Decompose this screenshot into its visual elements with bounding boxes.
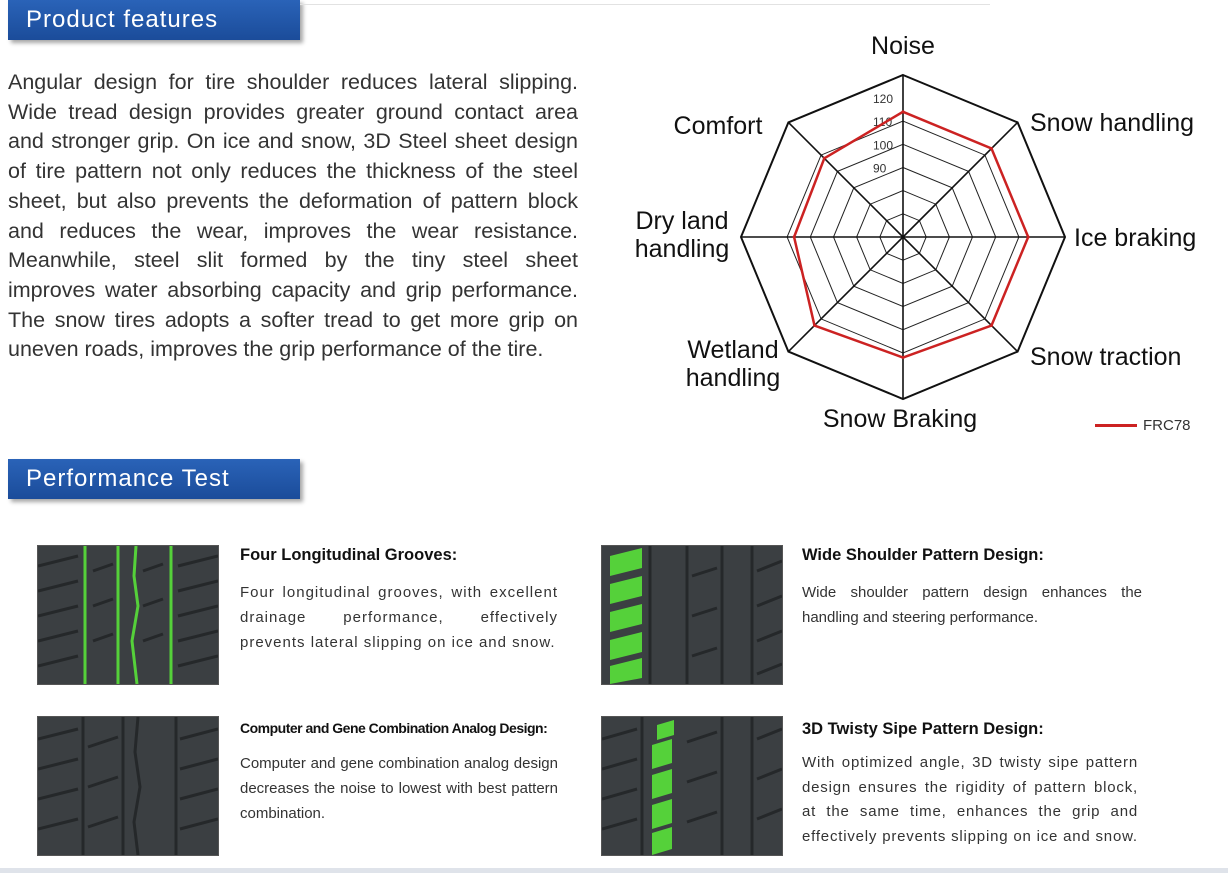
tread-pattern-shoulder-icon bbox=[602, 546, 782, 684]
card-description: Four longitudinal grooves, with excellent drainage performance, effectively prevents lateral slipping on ice and snow. bbox=[240, 584, 558, 651]
radar-series-point bbox=[990, 324, 993, 327]
radar-axis-label: Snow handling bbox=[1030, 109, 1195, 137]
section-header-product-features bbox=[8, 0, 300, 40]
legend-label: FRC78 bbox=[1143, 417, 1191, 434]
card-title: Computer and Gene Combination Analog Design: bbox=[240, 720, 548, 736]
radar-axis-label: Dry land handling bbox=[634, 207, 730, 263]
legend-line-frc78 bbox=[1095, 424, 1137, 427]
radar-tick-label: 100 bbox=[873, 138, 894, 153]
card-title: Wide Shoulder Pattern Design: bbox=[802, 546, 1044, 564]
footer-bar bbox=[0, 868, 1228, 873]
radar-axis-label: Wetland handling bbox=[685, 336, 781, 392]
radar-spoke bbox=[903, 122, 1018, 237]
card-description: Computer and gene combination analog design decreases the noise to lowest with best pattern combination. bbox=[240, 755, 558, 822]
radar-series-point bbox=[902, 110, 905, 113]
card-title: 3D Twisty Sipe Pattern Design: bbox=[802, 720, 1044, 738]
section-header-performance-test bbox=[8, 459, 300, 499]
radar-series-point bbox=[902, 356, 905, 359]
tread-image-analog bbox=[37, 716, 219, 856]
radar-tick-label: 120 bbox=[873, 91, 894, 106]
tread-image-grooves bbox=[37, 545, 219, 685]
radar-series-frc78 bbox=[794, 112, 1028, 358]
radar-series-point bbox=[990, 147, 993, 150]
radar-axis-label: Noise bbox=[871, 32, 935, 60]
radar-axis-label: Snow Braking bbox=[822, 405, 978, 433]
card-description: With optimized angle, 3D twisty sipe pattern design ensures the rigidity of pattern block, at the same time, enhances the grip and effectively prevents slipping on ice and snow. bbox=[802, 754, 1138, 845]
radar-axis-label: Ice braking bbox=[1074, 224, 1197, 252]
radar-axis-label: Snow traction bbox=[1030, 343, 1182, 371]
tread-pattern-grooves-icon bbox=[38, 546, 218, 684]
radar-spoke bbox=[903, 237, 1018, 352]
divider bbox=[300, 4, 990, 5]
radar-series-point bbox=[793, 236, 796, 239]
card-title: Four Longitudinal Grooves: bbox=[240, 546, 458, 564]
tread-pattern-sipe-icon bbox=[602, 717, 782, 855]
chart-legend bbox=[1095, 417, 1191, 434]
radar-series-point bbox=[813, 324, 816, 327]
radar-series-point bbox=[823, 157, 826, 160]
card-description: Wide shoulder pattern design enhances the handling and steering performance. bbox=[802, 584, 1142, 626]
tread-image-sipe bbox=[601, 716, 783, 856]
section-title: Performance Test bbox=[26, 465, 230, 492]
radar-spoke bbox=[788, 237, 903, 352]
tread-image-shoulder bbox=[601, 545, 783, 685]
radar-chart bbox=[600, 20, 1228, 440]
product-features-text: Angular design for tire shoulder reduces lateral slipping. Wide tread design provides greater ground contact area and stronger grip. On ice and snow, 3D Steel sheet design of tire pattern not only reduces the thickness of the steel sheet, but also prevents the deformation of pattern block and reduces the wear, improves the wear resistance. Meanwhile, steel slit formed by the tiny steel sheet improves water absorbing capacity and grip performance. The snow tires adopts a softer tread to get more grip on uneven roads, improves the grip performance of the tire. bbox=[8, 70, 578, 362]
section-title: Product features bbox=[26, 6, 219, 33]
radar-tick-label: 90 bbox=[873, 161, 887, 176]
radar-axis-label: Comfort bbox=[673, 112, 763, 140]
radar-tick-label: 110 bbox=[873, 115, 893, 130]
tread-pattern-analog-icon bbox=[38, 717, 218, 855]
radar-series-point bbox=[1027, 236, 1030, 239]
